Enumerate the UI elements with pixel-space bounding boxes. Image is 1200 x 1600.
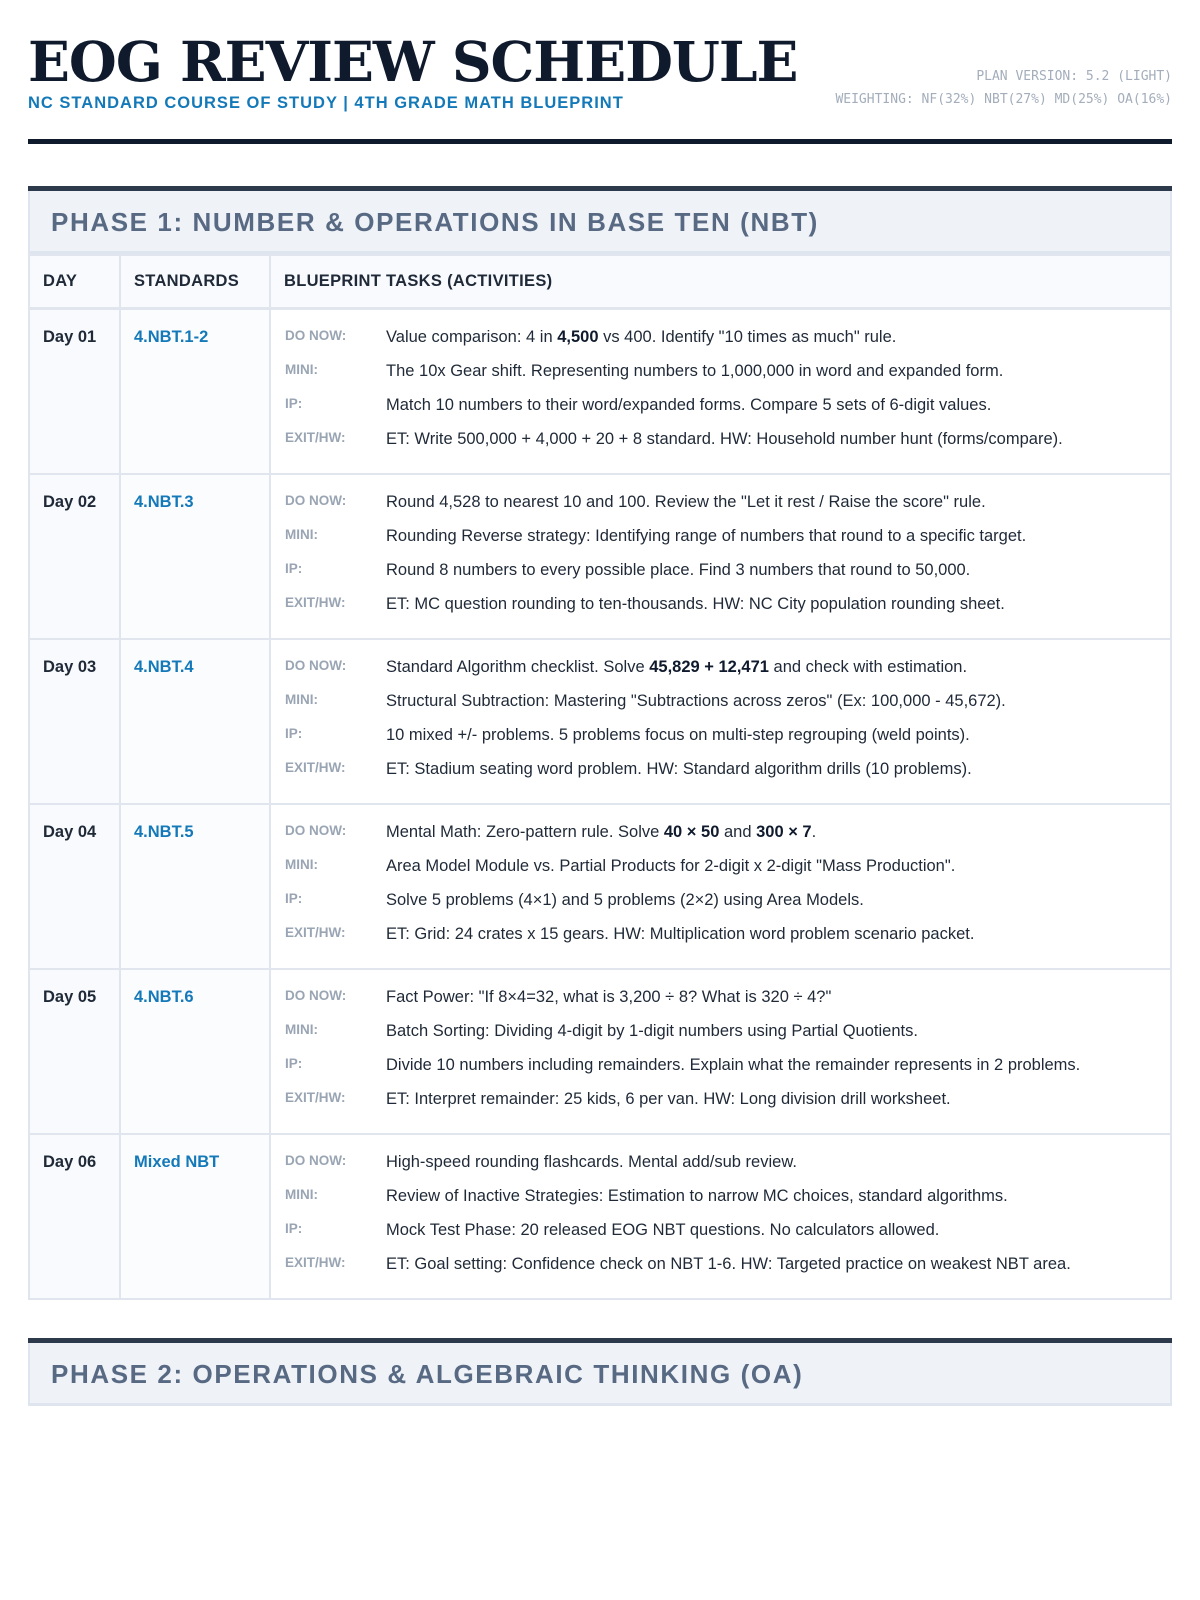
- phase-2: [28, 1338, 1172, 1406]
- task-do-now: [285, 656, 1156, 681]
- task-text: [386, 721, 1156, 749]
- task-ip: [285, 889, 1156, 914]
- task-exit-hw: [285, 593, 1156, 618]
- task-text: [386, 852, 1156, 880]
- task-text-segment: Fact Power: "If 8×4=32, what is 3,200 ÷ 8? What is 320 ÷ 4?": [386, 988, 832, 1006]
- day-cell: Day 06: [29, 1134, 120, 1299]
- task-text-segment: Round 4,528 to nearest 10 and 100. Review the "Let it rest / Raise the score" rule.: [386, 493, 986, 511]
- task-text-segment: The 10x Gear shift. Representing numbers to 1,000,000 in word and expanded form.: [386, 362, 1004, 380]
- task-label: EXIT/HW:: [285, 925, 346, 940]
- task-text-segment: Mental Math: Zero-pattern rule. Solve: [386, 823, 664, 841]
- task-do-now: [285, 986, 1156, 1011]
- task-text: [386, 920, 1156, 948]
- task-text-segment: Structural Subtraction: Mastering "Subtractions across zeros" (Ex: 100,000 - 45,672).: [386, 692, 1006, 710]
- task-text: [386, 1017, 1156, 1045]
- task-text-segment: Value comparison: 4 in: [386, 328, 558, 346]
- column-header-tasks: BLUEPRINT TASKS (ACTIVITIES): [270, 255, 1171, 309]
- task-text-segment: Mock Test Phase: 20 released EOG NBT questions. No calculators allowed.: [386, 1221, 940, 1239]
- task-text-segment: Standard Algorithm checklist. Solve: [386, 658, 650, 676]
- phase-title: PHASE 2: OPERATIONS & ALGEBRAIC THINKING (OA): [28, 1343, 1172, 1406]
- task-label: IP:: [285, 726, 303, 741]
- task-label: EXIT/HW:: [285, 430, 346, 445]
- table-row: [29, 804, 1171, 969]
- task-ip: [285, 559, 1156, 584]
- task-ip: [285, 724, 1156, 749]
- day-cell: Day 05: [29, 969, 120, 1134]
- column-header-standards: STANDARDS: [120, 255, 270, 309]
- task-mini: [285, 360, 1156, 385]
- task-text-segment: Review of Inactive Strategies: Estimation to narrow MC choices, standard algorithms.: [386, 1187, 1008, 1205]
- table-row: [29, 639, 1171, 804]
- task-text: [386, 590, 1156, 618]
- table-body: [29, 309, 1171, 1300]
- task-ip: [285, 1054, 1156, 1079]
- task-label: MINI:: [285, 857, 318, 872]
- task-ip: [285, 1219, 1156, 1244]
- task-text-segment: Solve 5 problems (4×1) and 5 problems (2×2) using Area Models.: [386, 891, 864, 909]
- page-subtitle: NC STANDARD COURSE OF STUDY | 4TH GRADE MATH BLUEPRINT: [28, 94, 624, 112]
- task-exit-hw: [285, 1088, 1156, 1113]
- tasks-cell: [270, 309, 1171, 475]
- task-text: [386, 687, 1156, 715]
- phase-1: [28, 186, 1172, 1300]
- task-text-segment: ET: Grid: 24 crates x 15 gears. HW: Multiplication word problem scenario packet.: [386, 925, 975, 943]
- task-text-segment: Match 10 numbers to their word/expanded forms. Compare 5 sets of 6-digit values.: [386, 396, 992, 414]
- standard-cell: 4.NBT.5: [120, 804, 270, 969]
- task-exit-hw: [285, 758, 1156, 783]
- task-text-segment: ET: Stadium seating word problem. HW: Standard algorithm drills (10 problems).: [386, 760, 972, 778]
- task-label: IP:: [285, 396, 303, 411]
- standard-cell: 4.NBT.1-2: [120, 309, 270, 475]
- task-label: DO NOW:: [285, 823, 347, 838]
- task-text: [386, 522, 1156, 550]
- day-cell: Day 02: [29, 474, 120, 639]
- column-header-day: DAY: [29, 255, 120, 309]
- task-text: [386, 653, 1156, 681]
- task-text-segment: and: [719, 823, 757, 841]
- task-text-segment: Round 8 numbers to every possible place. Find 3 numbers that round to 50,000.: [386, 561, 971, 579]
- task-text: [386, 488, 1156, 516]
- task-text: [386, 1250, 1156, 1278]
- task-text: [386, 357, 1156, 385]
- task-text: [386, 391, 1156, 419]
- task-text-segment: ET: Write 500,000 + 4,000 + 20 + 8 standard. HW: Household number hunt (forms/compare).: [386, 430, 1063, 448]
- task-label: EXIT/HW:: [285, 1090, 346, 1105]
- task-text-segment: High-speed rounding flashcards. Mental add/sub review.: [386, 1153, 797, 1171]
- task-exit-hw: [285, 1253, 1156, 1278]
- task-label: MINI:: [285, 527, 318, 542]
- task-text-segment: Batch Sorting: Dividing 4-digit by 1-digit numbers using Partial Quotients.: [386, 1022, 918, 1040]
- task-do-now: [285, 1151, 1156, 1176]
- table-header-row: [29, 255, 1171, 309]
- task-text-segment: Divide 10 numbers including remainders. Explain what the remainder represents in 2 problems.: [386, 1056, 1081, 1074]
- tasks-cell: [270, 804, 1171, 969]
- task-do-now: [285, 821, 1156, 846]
- task-label: IP:: [285, 891, 303, 906]
- table-row: [29, 309, 1171, 475]
- title-block: [28, 29, 798, 113]
- page-title: EOG REVIEW SCHEDULE: [28, 29, 798, 94]
- task-label: EXIT/HW:: [285, 1255, 346, 1270]
- task-label: MINI:: [285, 1022, 318, 1037]
- task-text-segment: ET: Goal setting: Confidence check on NBT 1-6. HW: Targeted practice on weakest NBT area.: [386, 1255, 1071, 1273]
- phase-title: PHASE 1: NUMBER & OPERATIONS IN BASE TEN (NBT): [28, 191, 1172, 254]
- task-text-segment: 10 mixed +/- problems. 5 problems focus on multi-step regrouping (weld points).: [386, 726, 970, 744]
- task-do-now: [285, 326, 1156, 351]
- task-mini: [285, 525, 1156, 550]
- task-mini: [285, 855, 1156, 880]
- task-label: MINI:: [285, 692, 318, 707]
- task-text: [386, 886, 1156, 914]
- task-text: [386, 818, 1156, 846]
- task-text: [386, 983, 1156, 1011]
- task-label: IP:: [285, 1221, 303, 1236]
- task-text: [386, 1148, 1156, 1176]
- task-mini: [285, 1185, 1156, 1210]
- task-text: [386, 425, 1156, 453]
- task-label: DO NOW:: [285, 328, 347, 343]
- table-row: [29, 969, 1171, 1134]
- standard-cell: 4.NBT.6: [120, 969, 270, 1134]
- task-text: [386, 1182, 1156, 1210]
- task-text-emphasis: 300 × 7: [756, 823, 812, 841]
- standard-cell: 4.NBT.3: [120, 474, 270, 639]
- table-row: [29, 474, 1171, 639]
- task-label: DO NOW:: [285, 1153, 347, 1168]
- task-text-segment: Rounding Reverse strategy: Identifying range of numbers that round to a specific target.: [386, 527, 1027, 545]
- task-text: [386, 1085, 1156, 1113]
- task-text: [386, 323, 1156, 351]
- tasks-cell: [270, 969, 1171, 1134]
- task-text-emphasis: 40 × 50: [663, 823, 720, 841]
- schedule-table: [28, 254, 1172, 1300]
- task-text: [386, 1216, 1156, 1244]
- task-label: MINI:: [285, 1187, 318, 1202]
- tasks-cell: [270, 1134, 1171, 1299]
- weighting: WEIGHTING: NF(32%) NBT(27%) MD(25%) OA(16%): [835, 92, 1172, 107]
- task-label: IP:: [285, 1056, 303, 1071]
- task-label: EXIT/HW:: [285, 595, 346, 610]
- plan-meta: [835, 65, 1172, 113]
- task-text: [386, 755, 1156, 783]
- task-exit-hw: [285, 923, 1156, 948]
- task-text: [386, 1051, 1156, 1079]
- task-text-emphasis: 45,829 + 12,471: [649, 658, 769, 676]
- task-mini: [285, 1020, 1156, 1045]
- day-cell: Day 01: [29, 309, 120, 475]
- task-text-emphasis: 4,500: [557, 328, 599, 346]
- task-text-segment: Area Model Module vs. Partial Products for 2-digit x 2-digit "Mass Production".: [386, 857, 956, 875]
- task-label: DO NOW:: [285, 988, 347, 1003]
- task-text-segment: .: [811, 823, 817, 841]
- task-exit-hw: [285, 428, 1156, 453]
- task-text-segment: ET: Interpret remainder: 25 kids, 6 per van. HW: Long division drill worksheet.: [386, 1090, 951, 1108]
- header: [28, 29, 1172, 144]
- task-do-now: [285, 491, 1156, 516]
- standard-cell: 4.NBT.4: [120, 639, 270, 804]
- task-text: [386, 556, 1156, 584]
- task-text-segment: and check with estimation.: [768, 658, 968, 676]
- task-text-segment: vs 400. Identify "10 times as much" rule.: [598, 328, 897, 346]
- task-label: DO NOW:: [285, 493, 347, 508]
- task-label: MINI:: [285, 362, 318, 377]
- standard-cell: Mixed NBT: [120, 1134, 270, 1299]
- task-text-segment: ET: MC question rounding to ten-thousands. HW: NC City population rounding sheet.: [386, 595, 1005, 613]
- task-mini: [285, 690, 1156, 715]
- task-label: DO NOW:: [285, 658, 347, 673]
- task-label: IP:: [285, 561, 303, 576]
- day-cell: Day 03: [29, 639, 120, 804]
- day-cell: Day 04: [29, 804, 120, 969]
- tasks-cell: [270, 639, 1171, 804]
- tasks-cell: [270, 474, 1171, 639]
- task-ip: [285, 394, 1156, 419]
- table-row: [29, 1134, 1171, 1299]
- plan-version: PLAN VERSION: 5.2 (LIGHT): [976, 69, 1172, 84]
- task-label: EXIT/HW:: [285, 760, 346, 775]
